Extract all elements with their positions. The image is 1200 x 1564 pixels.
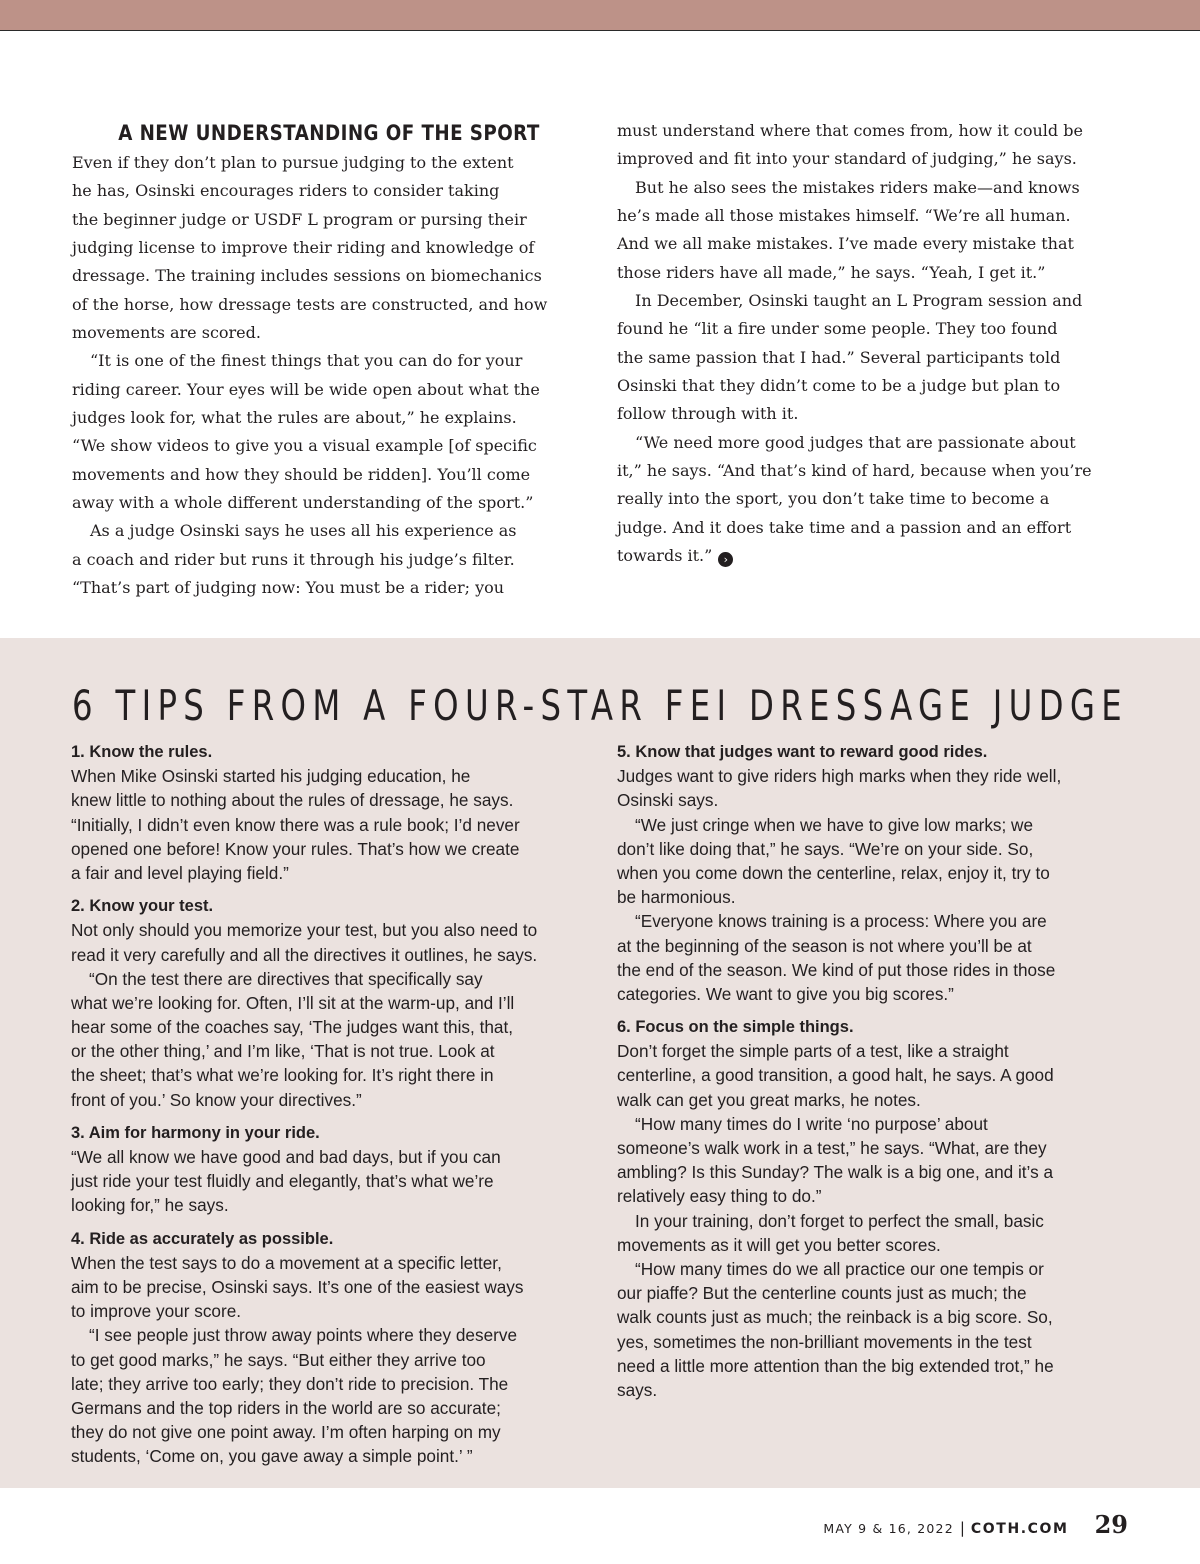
line-text: found he “lit a fire under some people. They too found (617, 319, 1058, 339)
line-text: “We need more good judges that are passionate about (635, 432, 1076, 452)
line-text: towards it.” (617, 545, 713, 565)
line-text: When Mike Osinski started his judging education, he (71, 766, 471, 787)
header-color-band (0, 0, 1200, 30)
line-text: a coach and rider but runs it through his judge’s filter. (72, 549, 515, 569)
line-text: the end of the season. We kind of put those rides in those (617, 959, 1056, 980)
line-text: Osinski says. (617, 790, 719, 811)
line-text: In December, Osinski taught an L Program session and (635, 290, 1083, 310)
line-text: “It is one of the finest things that you can do for your (90, 351, 523, 371)
tip-line (71, 1015, 583, 1039)
tip-line (71, 918, 583, 942)
body-line (72, 149, 586, 177)
tip-spacer (71, 885, 583, 894)
line-text: it,” he says. “And that’s kind of hard, because when you’re (617, 460, 1092, 480)
body-line (72, 347, 586, 375)
line-text: “On the test there are directives that specifically say (89, 968, 483, 989)
line-text: at the beginning of the season is not where you’ll be at (617, 935, 1032, 956)
tip-line (71, 1169, 583, 1193)
tip-line (617, 1112, 1129, 1136)
line-text: judges look for, what the rules are about,” he explains. (72, 407, 517, 427)
line-text: or the other thing,’ and I’m like, ‘That is not true. Look at (71, 1041, 495, 1062)
line-text: aim to be precise, Osinski says. It’s one of the easiest ways (71, 1276, 524, 1297)
line-text: ambling? Is this Sunday? The walk is a big one, and it’s a (617, 1162, 1053, 1183)
tip-line (71, 943, 583, 967)
tips-column-right (617, 740, 1129, 1402)
body-line (617, 145, 1131, 173)
line-text: late; they arrive too early; they don’t ride to precision. The (71, 1373, 509, 1394)
tip-line (71, 764, 583, 788)
tip-spacer (71, 1112, 583, 1121)
tip-line (71, 1299, 583, 1323)
article-body-left (72, 149, 586, 602)
tip-line (71, 837, 583, 861)
line-text: riding career. Your eyes will be wide open about what the (72, 379, 540, 399)
tip-line (617, 1088, 1129, 1112)
issue-date: MAY 9 & 16, 2022 (823, 1521, 954, 1536)
tip-line (617, 788, 1129, 812)
footer-separator: | (959, 1519, 965, 1537)
line-text: judge. And it does take time and a passion and an effort (617, 517, 1072, 537)
line-text: looking for,” he says. (71, 1195, 229, 1216)
tip-line (71, 788, 583, 812)
line-text: really into the sport, you don’t take time to become a (617, 489, 1050, 509)
line-text: Not only should you memorize your test, but you also need to (71, 920, 538, 941)
line-text: dressage. The training includes sessions on biomechanics (72, 266, 542, 286)
tip-line (617, 813, 1129, 837)
tip-line (617, 764, 1129, 788)
line-text: to improve your score. (71, 1301, 242, 1322)
body-line (617, 457, 1131, 485)
body-line (617, 400, 1131, 428)
tip-line (617, 982, 1129, 1006)
line-text: relatively easy thing to do.” (617, 1186, 822, 1207)
line-text: away with a whole different understanding of the sport.” (72, 492, 534, 512)
line-text: students, ‘Come on, you gave away a simple point.’ ” (71, 1446, 473, 1467)
tip-line (71, 1088, 583, 1112)
line-text: movements and how they should be ridden]. You’ll come (72, 464, 531, 484)
line-text: “That’s part of judging now: You must be a rider; you (72, 577, 505, 597)
tip-line (617, 1209, 1129, 1233)
line-text: improved and fit into your standard of judging,” he says. (617, 149, 1077, 169)
line-text: a fair and level playing field.” (71, 862, 289, 883)
line-text: follow through with it. (617, 404, 799, 424)
page-number: 29 (1094, 1510, 1128, 1539)
line-text: movements are scored. (72, 322, 261, 342)
line-text: of the horse, how dressage tests are constructed, and how (72, 294, 548, 314)
line-text: “We just cringe when we have to give low marks; we (635, 814, 1034, 835)
tip-line (617, 934, 1129, 958)
line-text: be harmonious. (617, 887, 736, 908)
line-text: someone’s walk work in a test,” he says. “What, are they (617, 1138, 1047, 1158)
tip-heading: 6. Focus on the simple things. (617, 1018, 854, 1037)
tip-line (617, 885, 1129, 909)
body-line (72, 234, 586, 262)
line-text: they do not give one point away. I’m often harping on my (71, 1422, 501, 1443)
line-text: centerline, a good transition, a good halt, he says. A good (617, 1065, 1054, 1086)
line-text: the sheet; that’s what we’re looking for. It’s right there in (71, 1065, 494, 1086)
tip-line (71, 1372, 583, 1396)
line-text: “We show videos to give you a visual example [of specific (72, 436, 537, 456)
end-of-story-icon: › (718, 552, 733, 567)
tip-heading: 1. Know the rules. (71, 743, 213, 761)
tip-line (71, 813, 583, 837)
tip-line (71, 1275, 583, 1299)
line-text: “We all know we have good and bad days, but if you can (71, 1147, 501, 1167)
line-text: But he also sees the mistakes riders make—and knows (635, 177, 1080, 197)
line-text: movements as it will get you better scores. (617, 1234, 941, 1255)
tip-heading: 4. Ride as accurately as possible. (71, 1229, 334, 1248)
line-text: And we all make mistakes. I’ve made every mistake that (617, 234, 1074, 254)
tip-line (617, 1257, 1129, 1281)
tip-line (617, 958, 1129, 982)
tip-line (71, 1348, 583, 1372)
body-line (72, 404, 586, 432)
body-line (72, 489, 586, 517)
body-line (617, 344, 1131, 372)
tip-line (71, 861, 583, 885)
line-text: judging license to improve their riding and knowledge of (72, 237, 535, 257)
tip-line (617, 1281, 1129, 1305)
body-line (72, 546, 586, 574)
line-text: “How many times do we all practice our one tempis or (635, 1258, 1044, 1279)
tip-line (617, 1160, 1129, 1184)
line-text: Judges want to give riders high marks when they ride well, (617, 766, 1062, 787)
article-body-right (617, 117, 1131, 570)
line-text: opened one before! Know your rules. That’s how we create (71, 838, 520, 859)
tip-line (617, 1184, 1129, 1208)
body-line (72, 461, 586, 489)
body-line (72, 574, 586, 602)
header-rule (0, 30, 1200, 31)
body-line (617, 315, 1131, 343)
line-text: hear some of the coaches say, ‘The judges want this, that, (71, 1017, 514, 1038)
line-text: what we’re looking for. Often, I’ll sit at the warm-up, and I’ll (71, 992, 515, 1013)
article-column-left (72, 117, 586, 602)
tip-line (617, 861, 1129, 885)
tip-line (71, 1420, 583, 1444)
body-line (72, 291, 586, 319)
body-line (72, 432, 586, 460)
body-line (72, 206, 586, 234)
line-text: to get good marks,” he says. “But either they arrive too (71, 1349, 486, 1370)
body-line (72, 319, 586, 347)
line-text: need a little more attention than the big extended trot,” he (617, 1355, 1054, 1376)
tip-heading: 5. Know that judges want to reward good rides. (617, 743, 988, 761)
line-text: yes, sometimes the non-brilliant movements in the test (617, 1331, 1032, 1352)
body-line (617, 202, 1131, 230)
tip-line (617, 1305, 1129, 1329)
line-text: Even if they don’t plan to pursue judging to the extent (72, 153, 514, 172)
tip-line (71, 991, 583, 1015)
tip-line (617, 1330, 1129, 1354)
tip-spacer (617, 1006, 1129, 1015)
site-url: COTH.COM (970, 1521, 1069, 1537)
tip-line (71, 1444, 583, 1468)
body-line (617, 230, 1131, 258)
line-text: knew little to nothing about the rules of dressage, he says. (71, 790, 514, 811)
page-footer (823, 1510, 1128, 1544)
tips-title: 6 TIPS FROM A FOUR-STAR FEI DRESSAGE JUDGE (72, 681, 1129, 730)
tip-heading: 3. Aim for harmony in your ride. (71, 1123, 320, 1142)
line-text: categories. We want to give you big scores.” (617, 983, 954, 1004)
tip-line (617, 1136, 1129, 1160)
tip-spacer (71, 1218, 583, 1227)
tip-line (71, 1251, 583, 1275)
line-text: just ride your test fluidly and elegantly, that’s what we’re (71, 1171, 494, 1192)
tip-line (617, 1063, 1129, 1087)
section-subhead: A NEW UNDERSTANDING OF THE SPORT (118, 121, 540, 145)
line-text: when you come down the centerline, relax, enjoy it, try to (617, 862, 1050, 883)
line-text: he has, Osinski encourages riders to consider taking (72, 181, 500, 201)
body-line (72, 517, 586, 545)
body-line (617, 117, 1131, 145)
line-text: “How many times do I write ‘no purpose’ about (635, 1113, 988, 1134)
line-text: don’t like doing that,” he says. “We’re on your side. So, (617, 838, 1034, 859)
body-line (72, 262, 586, 290)
line-text: read it very carefully and all the directives it outlines, he says. (71, 944, 538, 965)
tip-line (617, 837, 1129, 861)
tip-line (617, 1233, 1129, 1257)
body-line (617, 429, 1131, 457)
tips-column-left (71, 740, 583, 1468)
line-text: must understand where that comes from, how it could be (617, 121, 1083, 140)
tip-line (71, 967, 583, 991)
tip-line (617, 1378, 1129, 1402)
body-line (617, 514, 1131, 542)
line-text: walk counts just as much; the reinback is a big score. So, (617, 1307, 1053, 1328)
body-line (617, 372, 1131, 400)
line-text: “I see people just throw away points where they deserve (89, 1325, 518, 1346)
tip-line (617, 1039, 1129, 1063)
body-line (617, 259, 1131, 287)
tip-line (617, 1354, 1129, 1378)
tip-line (71, 1323, 583, 1347)
line-text: Germans and the top riders in the world are so accurate; (71, 1397, 501, 1418)
line-text: Don’t forget the simple parts of a test, like a straight (617, 1041, 1009, 1062)
line-text: walk can get you great marks, he notes. (617, 1089, 921, 1110)
tip-line (71, 1039, 583, 1063)
tip-line (617, 909, 1129, 933)
line-text: our piaffe? But the centerline counts just as much; the (617, 1283, 1027, 1304)
line-text: “Initially, I didn’t even know there was a rule book; I’d never (71, 814, 520, 835)
tip-line (71, 1193, 583, 1217)
body-line (72, 376, 586, 404)
line-text: In your training, don’t forget to perfect the small, basic (635, 1210, 1044, 1231)
body-line (617, 174, 1131, 202)
line-text: says. (617, 1379, 658, 1400)
body-line (72, 177, 586, 205)
line-text: Osinski that they didn’t come to be a judge but plan to (617, 375, 1061, 395)
body-line (617, 485, 1131, 513)
tip-line (71, 1145, 583, 1169)
article-column-right (617, 117, 1131, 570)
line-text: the beginner judge or USDF L program or pursing their (72, 209, 527, 229)
line-text: those riders have all made,” he says. “Yeah, I get it.” (617, 262, 1046, 282)
line-text: As a judge Osinski says he uses all his experience as (90, 521, 517, 541)
line-text: “Everyone knows training is a process: Where you are (635, 911, 1047, 932)
tip-line (71, 1396, 583, 1420)
tip-heading: 2. Know your test. (71, 897, 214, 916)
body-line (617, 542, 1131, 570)
line-text: front of you.’ So know your directives.” (71, 1089, 362, 1110)
line-text: he’s made all those mistakes himself. “We’re all human. (617, 205, 1071, 225)
body-line (617, 287, 1131, 315)
line-text: When the test says to do a movement at a specific letter, (71, 1252, 502, 1273)
tip-line (71, 1063, 583, 1087)
line-text: the same passion that I had.” Several participants told (617, 347, 1061, 367)
